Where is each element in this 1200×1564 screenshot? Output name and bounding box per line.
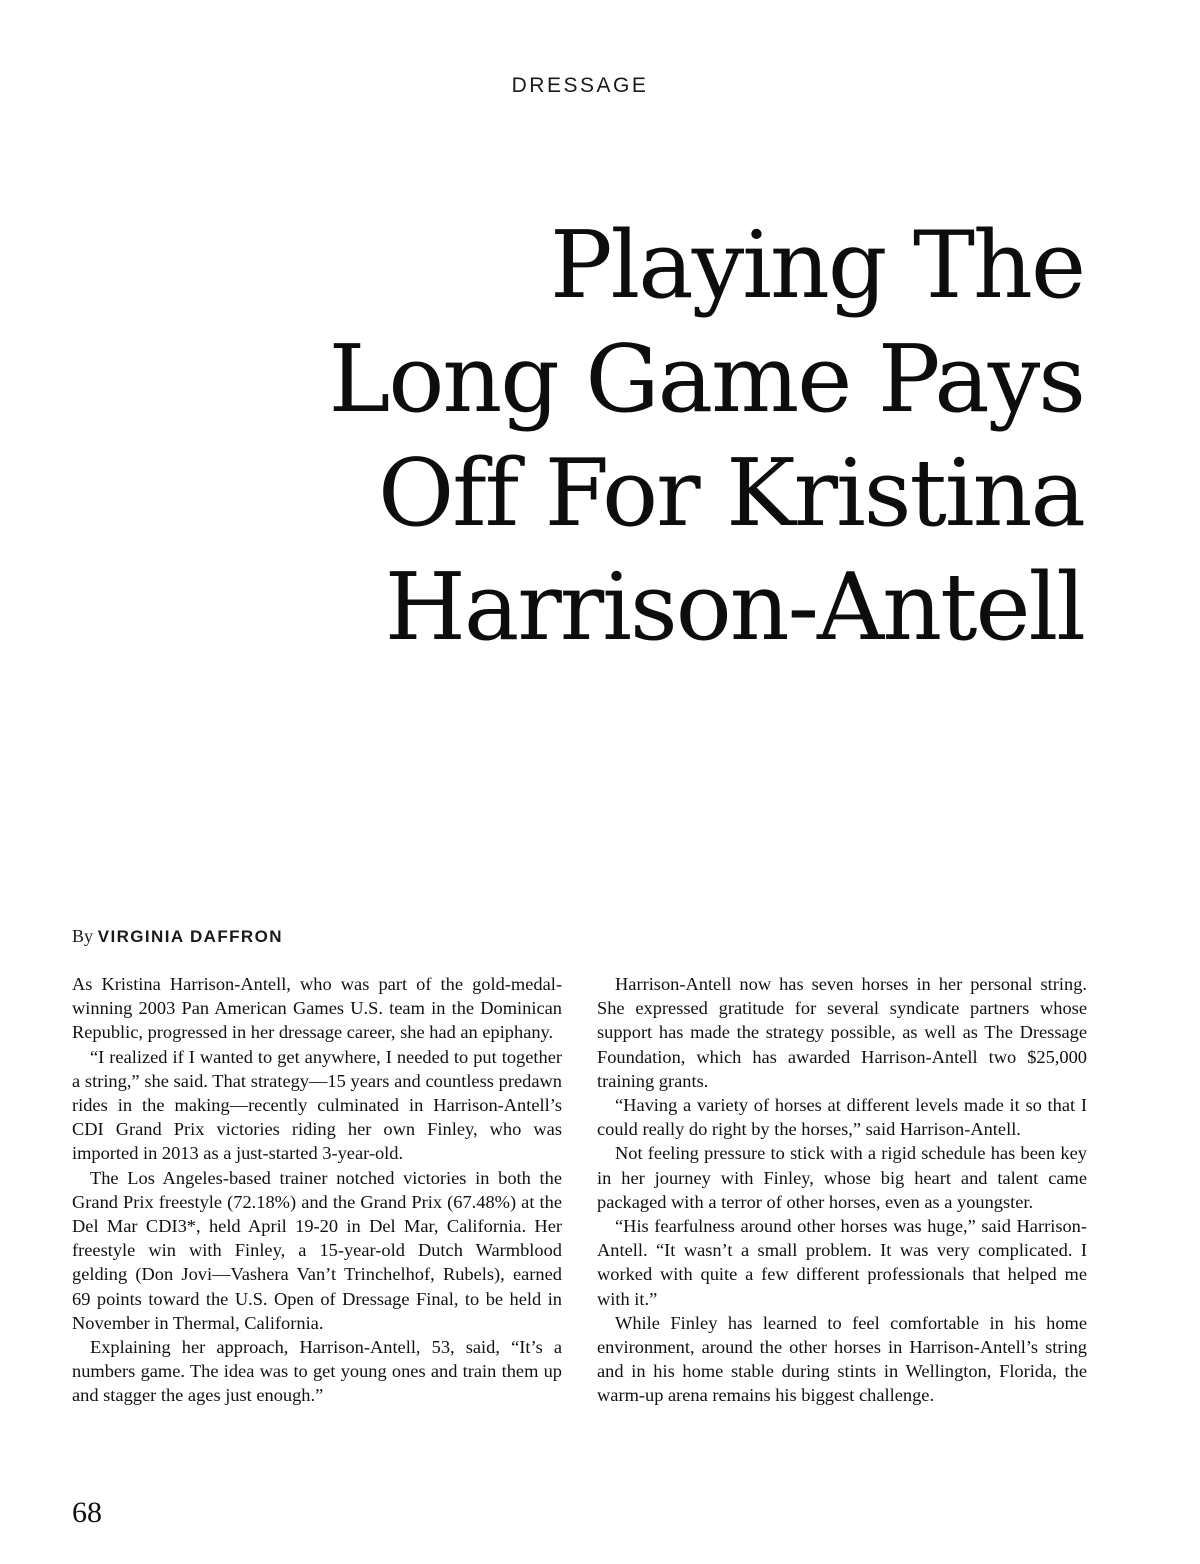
headline-line-3: Off For Kristina xyxy=(378,439,1084,547)
article-headline xyxy=(84,208,1084,664)
headline-line-4: Harrison-Antell xyxy=(384,553,1084,661)
section-label: DRESSAGE xyxy=(511,74,649,97)
body-column-right xyxy=(597,972,1087,1408)
headline-line-2: Long Game Pays xyxy=(328,325,1084,433)
paragraph: “His fearfulness around other horses was huge,” said Harrison-Antell. “It wasn’t a small problem. It was very complicated. I worked with quite a few different professionals that helped me with it.” xyxy=(597,1216,1087,1309)
headline-line-1: Playing The xyxy=(549,211,1084,319)
author-name: VIRGINIA DAFFRON xyxy=(97,927,283,946)
byline-prefix: By xyxy=(72,926,94,946)
paragraph: “I realized if I wanted to get anywhere, I needed to put together a string,” she said. That strategy—15 years and countless predawn rides in the making—recently culminated in Harrison-Antell’s CDI Grand Prix victories riding her own Finley, who was imported in 2013 as a just-started 3-year-old. xyxy=(72,1046,562,1164)
paragraph: Not feeling pressure to stick with a rigid schedule has been key in her journey with Finley, whose big heart and talent came packaged with a terror of other horses, even as a youngster. xyxy=(597,1143,1087,1212)
body-column-left xyxy=(72,972,562,1408)
paragraph: Explaining her approach, Harrison-Antell, 53, said, “It’s a numbers game. The idea was to get young ones and train them up and stagger the ages just enough.” xyxy=(72,1337,562,1406)
page-number: 68 xyxy=(72,1496,102,1529)
byline xyxy=(72,926,283,947)
paragraph: The Los Angeles-based trainer notched victories in both the Grand Prix freestyle (72.18%) and the Grand Prix (67.48%) at the Del Mar CDI3*, held April 19-20 in Del Mar, California. Her freestyle win with Finley, a 15-year-old Dutch Warmblood gelding (Don Jovi—Vashera Van’t Trinchelhof, Rubels), earned 69 points toward the U.S. Open of Dressage Final, to be held in November in Thermal, California. xyxy=(72,1167,562,1333)
paragraph: While Finley has learned to feel comfortable in his home environment, around the other horses in Harrison-Antell’s string and in his home stable during stints in Wellington, Florida, the warm-up arena remains his biggest challenge. xyxy=(597,1312,1087,1406)
paragraph: Harrison-Antell now has seven horses in her personal string. She expressed gratitude for several syndicate partners whose support has made the strategy possible, as well as The Dressage Foundation, which has awarded Harrison-Antell two $25,000 training grants. xyxy=(597,974,1087,1091)
paragraph: “Having a variety of horses at different levels made it so that I could really do right by the horses,” said Harrison-Antell. xyxy=(597,1095,1087,1140)
paragraph: As Kristina Harrison-Antell, who was part of the gold-medal-winning 2003 Pan American Games U.S. team in the Dominican Republic, progressed in her dressage career, she had an epiphany. xyxy=(72,974,562,1043)
